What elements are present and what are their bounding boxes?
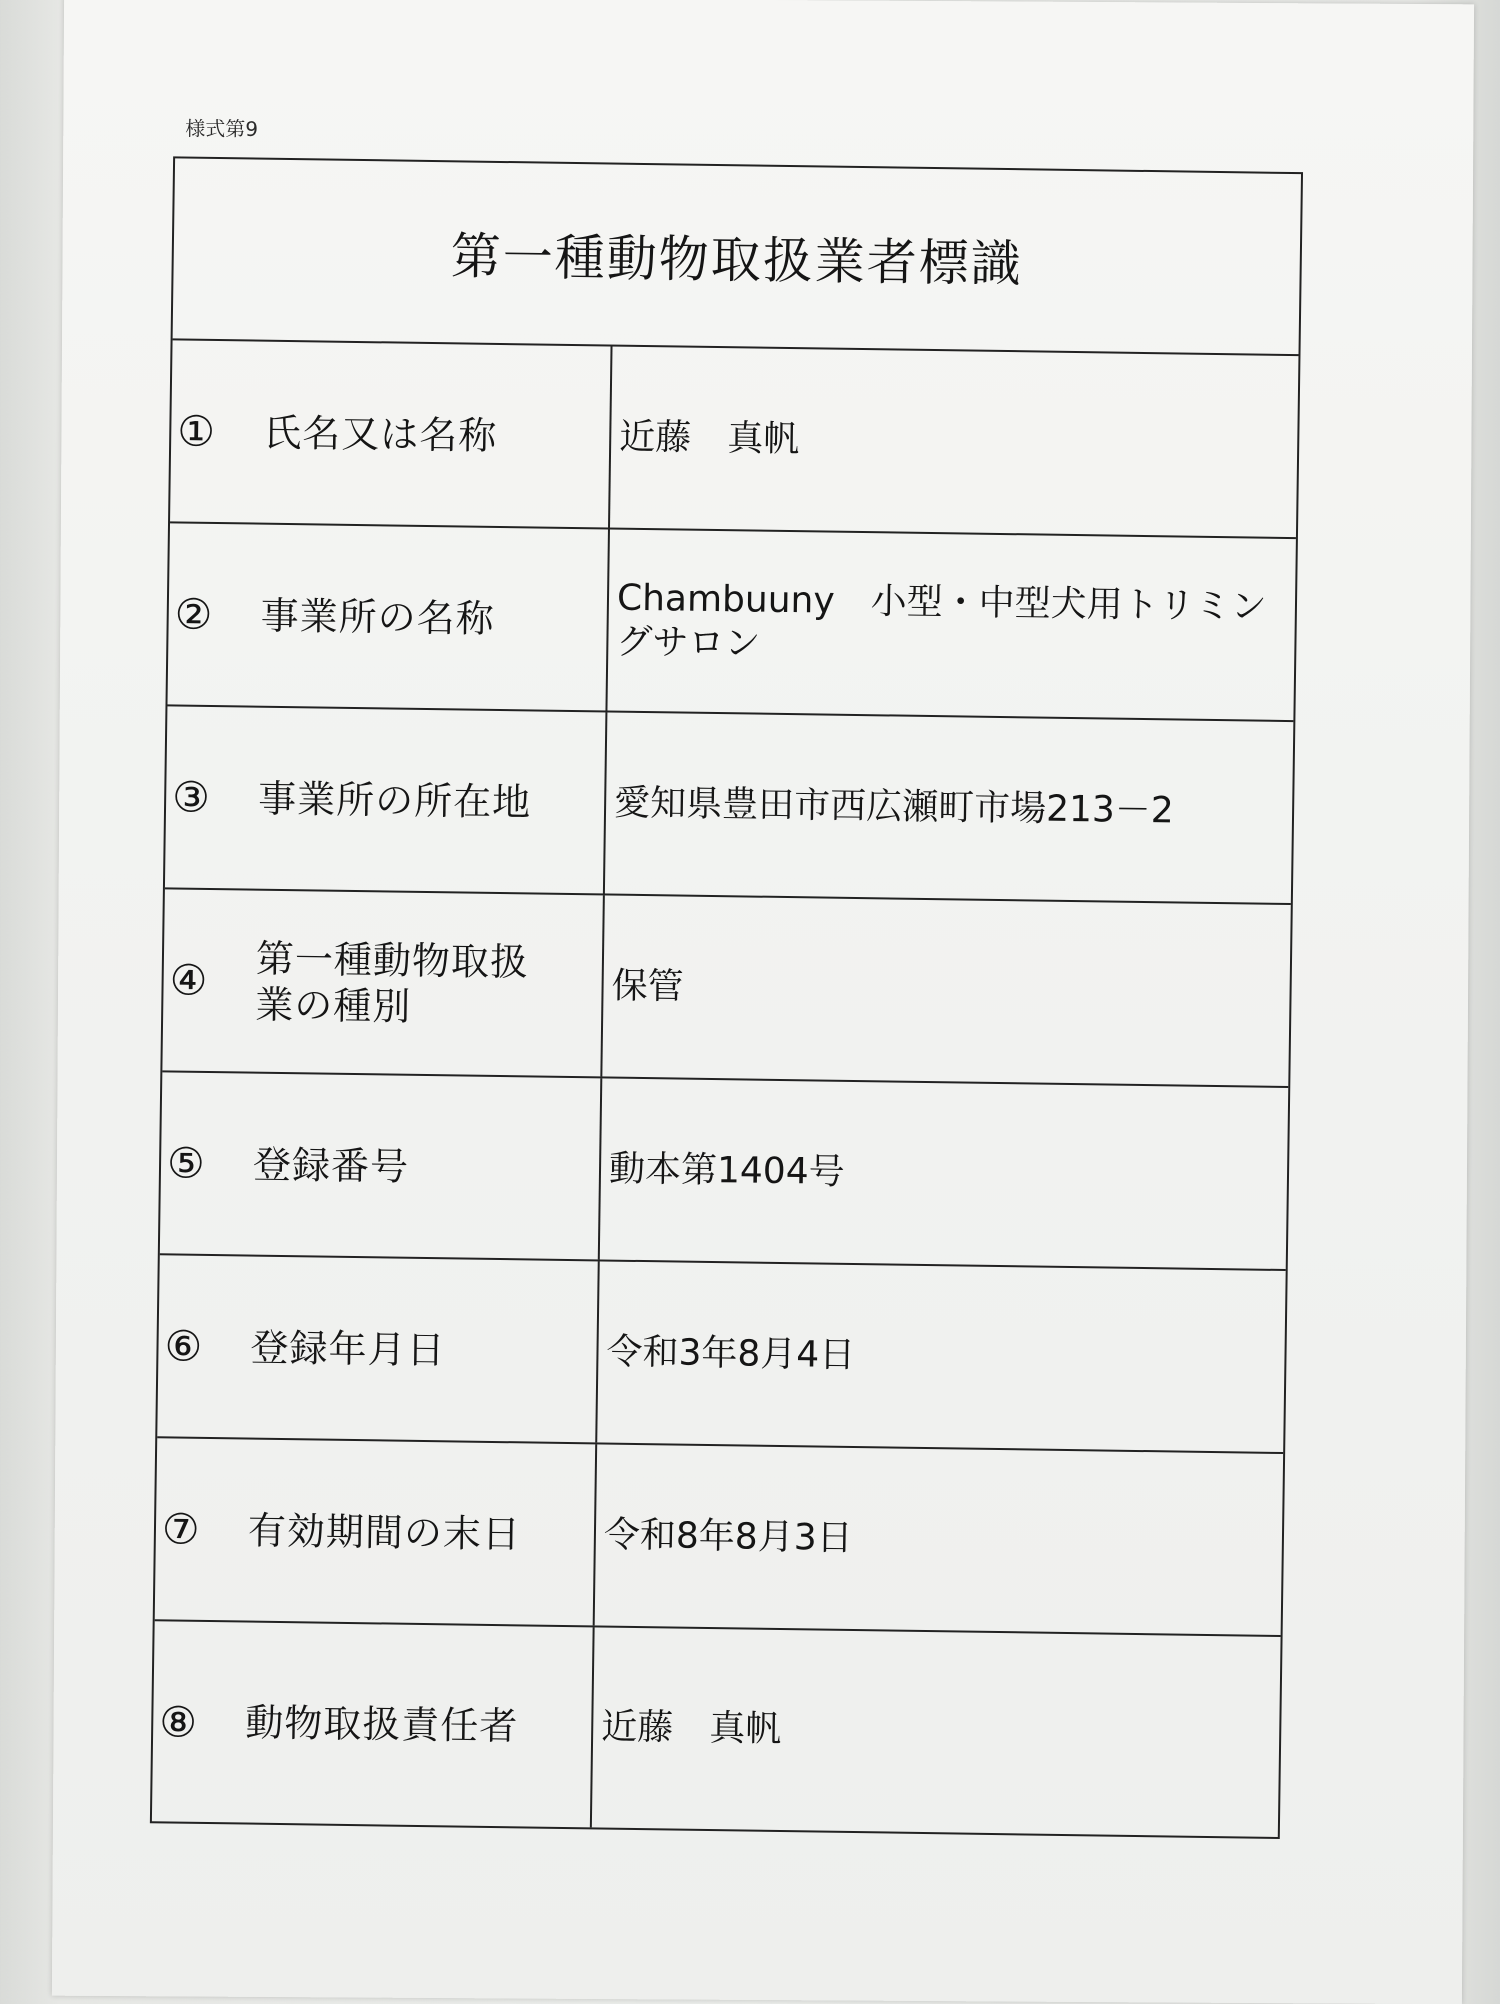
table-row (162, 889, 1290, 1088)
row-label: 事業所の所在地 (257, 776, 532, 824)
label-cell (165, 706, 607, 893)
table-row (165, 706, 1293, 905)
row-label: 第一種動物取扱業の種別 (255, 936, 530, 1029)
table-row (170, 340, 1298, 539)
row-number: ⑤ (166, 1138, 206, 1188)
table-row (152, 1621, 1281, 1837)
row-label: 動物取扱責任者 (244, 1700, 519, 1749)
document-title: 第一種動物取扱業者標識 (450, 227, 1024, 294)
row-number: ① (176, 406, 216, 456)
value-cell (607, 530, 1295, 721)
table-row (155, 1438, 1283, 1637)
row-label: 事業所の名称 (260, 593, 496, 641)
label-cell (170, 340, 612, 527)
label-cell (160, 1072, 602, 1259)
row-value: Chambuuny 小型・中型犬用トリミングサロン (616, 577, 1267, 665)
row-label: 登録番号 (252, 1142, 410, 1189)
label-cell (162, 889, 604, 1076)
value-cell (610, 347, 1298, 538)
row-label: 登録年月日 (250, 1325, 446, 1372)
label-cell (155, 1438, 597, 1625)
row-label: 氏名又は名称 (262, 410, 498, 458)
row-value: 令和8年8月3日 (603, 1514, 853, 1559)
table-row (157, 1255, 1285, 1454)
title-row (173, 158, 1301, 356)
paper-sheet (52, 0, 1474, 2004)
row-value: 令和3年8月4日 (606, 1331, 856, 1376)
row-number: ⑥ (164, 1321, 203, 1371)
row-value: 動本第1404号 (608, 1148, 845, 1193)
value-cell (592, 1627, 1281, 1837)
value-cell (602, 895, 1290, 1086)
table-row (167, 523, 1295, 722)
table-row (160, 1072, 1288, 1271)
value-cell (600, 1078, 1288, 1269)
form-number: 様式第9 (185, 116, 259, 141)
row-value: 近藤 真帆 (618, 416, 800, 460)
label-cell (152, 1621, 595, 1827)
label-cell (157, 1255, 599, 1442)
row-number: ④ (169, 955, 208, 1005)
value-cell (597, 1261, 1285, 1452)
value-cell (595, 1444, 1283, 1635)
row-number: ③ (171, 772, 211, 822)
value-cell (605, 712, 1293, 903)
row-number: ⑧ (158, 1696, 198, 1747)
sign-table (150, 156, 1303, 1839)
row-label: 有効期間の末日 (247, 1508, 522, 1556)
row-value: 保管 (611, 965, 684, 1008)
row-value: 近藤 真帆 (600, 1706, 782, 1751)
row-number: ② (174, 589, 213, 639)
row-number: ⑦ (161, 1504, 200, 1554)
label-cell (167, 523, 609, 710)
row-value: 愛知県豊田市西広瀬町市場213－2 (613, 782, 1175, 831)
